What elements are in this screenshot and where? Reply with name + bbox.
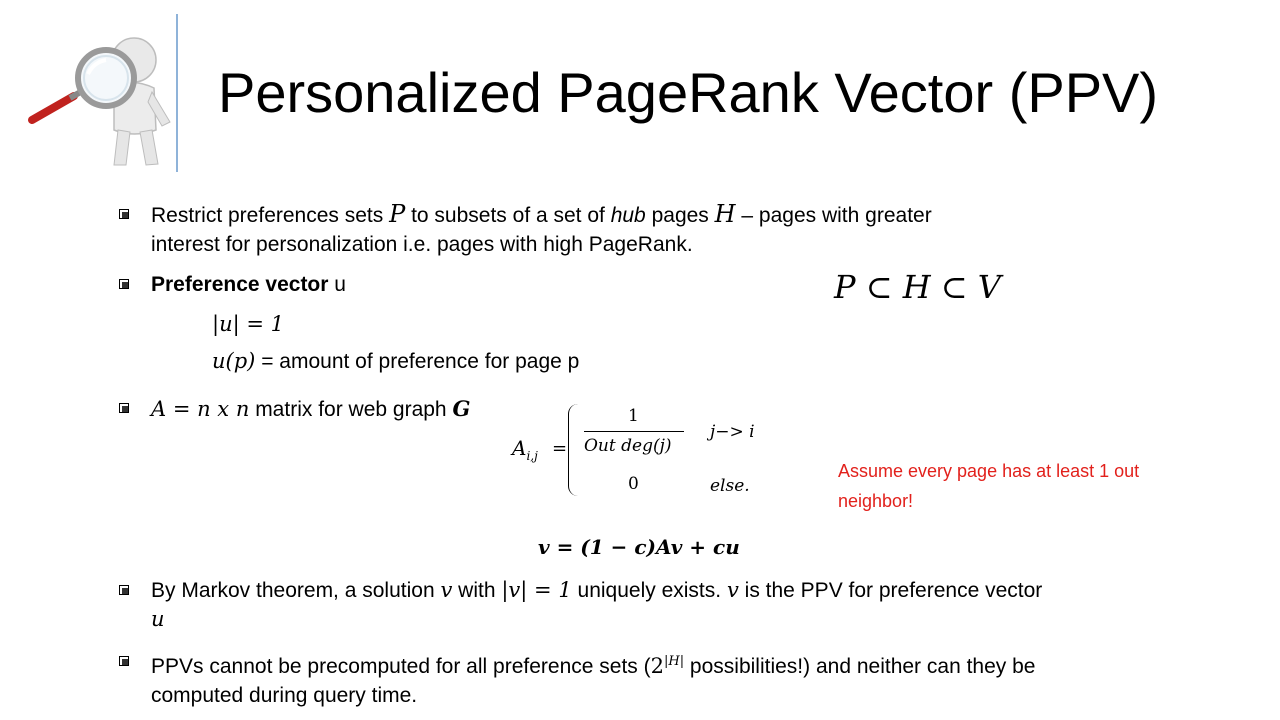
bullet-restrict-preferences [151,200,1231,259]
fraction-denominator: Out deg(j) [584,436,672,456]
matrix-definition [512,398,802,502]
figure-with-magnifying-glass-icon [22,30,172,170]
norm-equation: |u| = 1 [212,312,284,336]
math-symbol-H: H [714,200,736,228]
assumption-note: Assume every page has at least 1 out neighbor! [838,461,1140,511]
bullet-text: matrix for web graph [249,398,453,421]
math-u: u [151,607,165,631]
case1-condition: j−> i [710,422,755,442]
bullet-marker-icon [119,279,129,289]
ppv-equation: v = (1 − c)Av + cu [538,535,740,559]
bullet-marker-icon [119,585,129,595]
case2-condition: else. [710,476,750,496]
bullet-text: computed during query time. [151,684,418,707]
bullet-text: PPVs cannot be precomputed for all preference sets ( [151,655,651,678]
bullet-preference-vector [151,270,346,299]
bullet-matrix-A [151,394,470,424]
math-power-exponent: |H| [663,654,685,669]
math-v: v [440,578,453,602]
bullet-text: interest for personalization i.e. pages with high PageRank. [151,233,693,256]
A-label: $A_{i,j}$ [512,436,538,463]
bullet-ppv-precompute [151,647,1241,710]
fraction-numerator: 1 [628,406,639,426]
case2-value: 0 [628,474,639,494]
math-A-dims: A = n x n [151,397,250,421]
bullet-text: uniquely exists. [571,579,727,602]
slide-title: Personalized PageRank Vector (PPV) [218,61,1159,124]
bullet-marker-icon [119,403,129,413]
emphasis-hub: hub [610,204,646,227]
set-relation-formula: P ⊂ H ⊂ V [834,268,1001,306]
bullet-text: = amount of preference for page p [255,350,580,373]
bullet-text: Restrict preferences sets [151,204,390,227]
left-brace [568,404,579,496]
math-v: v [726,578,739,602]
math-symbol-P: P [389,200,406,228]
bullet-text: is the PPV for preference vector [738,579,1043,602]
bullet-text: pages [645,204,715,227]
bullet-text: possibilities!) and neither can they be [684,655,1036,678]
bullet-text: – pages with greater [735,204,932,227]
bullet-text: u [328,273,346,296]
title-divider-line [176,14,178,172]
equals-sign: = [552,438,568,459]
bullet-marker-icon [119,209,129,219]
math-u-of-p: u(p) [212,349,256,373]
bullet-text: By Markov theorem, a solution [151,579,441,602]
fraction-bar [584,431,684,432]
math-v-norm: |v| = 1 [501,578,572,602]
bullet-text: with [452,579,502,602]
bullet-text: to subsets of a set of [405,204,611,227]
math-symbol-G: G [452,396,471,421]
bullet-markov-theorem [151,576,1231,634]
preference-definition [212,347,579,376]
math-power-base: 2 [650,654,664,678]
bold-heading: Preference vector [151,273,329,296]
bullet-marker-icon [119,656,129,666]
